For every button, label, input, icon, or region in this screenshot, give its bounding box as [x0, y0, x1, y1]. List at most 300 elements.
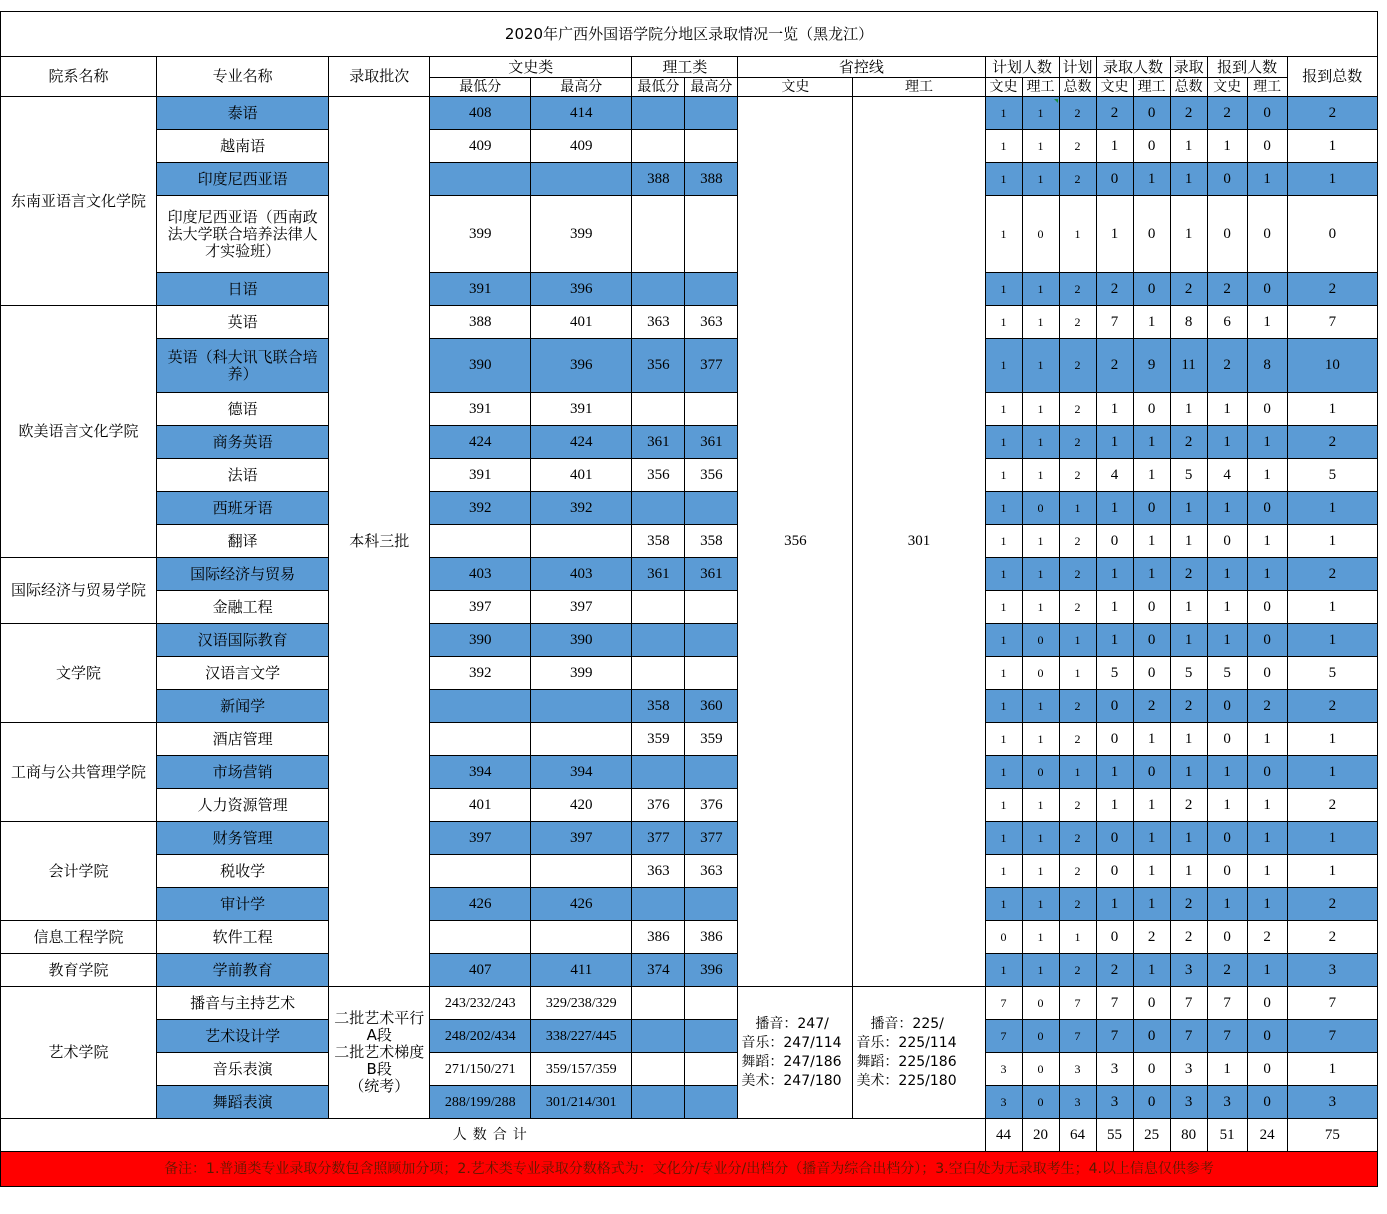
count-cell: 1: [1170, 822, 1207, 855]
count-cell: 1: [1247, 558, 1287, 591]
table-row: [1, 163, 1378, 196]
score-wmax-cell: 411: [531, 954, 632, 987]
count-cell: 2: [1170, 558, 1207, 591]
count-cell: 1: [985, 657, 1022, 690]
table-row: [1, 492, 1378, 525]
major-name-cell: 越南语: [157, 130, 329, 163]
count-cell: 1: [1287, 393, 1377, 426]
count-cell: 2: [1059, 789, 1096, 822]
count-cell: 7: [1207, 987, 1247, 1020]
count-cell: 3: [1170, 954, 1207, 987]
major-name-cell: 金融工程: [157, 591, 329, 624]
table-row: [1, 1086, 1378, 1119]
count-cell: 0: [1022, 657, 1059, 690]
count-cell: 2: [1059, 888, 1096, 921]
count-cell: 0: [1096, 855, 1133, 888]
count-cell: 1: [1022, 306, 1059, 339]
count-cell: 7: [1096, 987, 1133, 1020]
count-cell: 1: [1133, 558, 1170, 591]
major-name-cell: 日语: [157, 273, 329, 306]
score-wmin-cell: 248/202/434: [430, 1020, 531, 1053]
score-lmin-cell: 363: [632, 306, 685, 339]
major-name-cell: 德语: [157, 393, 329, 426]
count-cell: 0: [1096, 525, 1133, 558]
table-row: [1, 1020, 1378, 1053]
major-name-cell: 西班牙语: [157, 492, 329, 525]
count-cell: 1: [1022, 855, 1059, 888]
art-control-line: 美术：247/180: [741, 1072, 842, 1089]
count-cell: 2: [1059, 822, 1096, 855]
count-cell: 1: [1022, 888, 1059, 921]
count-cell: 1: [1096, 130, 1133, 163]
header-report-li: 理工: [1247, 78, 1287, 97]
score-wmin-cell: [430, 855, 531, 888]
score-lmax-cell: 361: [685, 426, 738, 459]
count-cell: 2: [1096, 97, 1133, 130]
score-lmax-cell: [685, 888, 738, 921]
total-cell: 20: [1022, 1119, 1059, 1152]
count-cell: 1: [1247, 954, 1287, 987]
table-row: [1, 426, 1378, 459]
college-name-cell: 国际经济与贸易学院: [1, 558, 157, 624]
score-lmin-cell: [632, 393, 685, 426]
count-cell: 1: [1096, 196, 1133, 273]
major-name-cell: 税收学: [157, 855, 329, 888]
score-wmin-cell: [430, 723, 531, 756]
score-wmin-cell: 401: [430, 789, 531, 822]
count-cell: 1: [1022, 163, 1059, 196]
admission-table: [0, 11, 1378, 1187]
count-cell: 0: [1207, 855, 1247, 888]
count-cell: 2: [1170, 690, 1207, 723]
count-cell: 7: [1287, 1020, 1377, 1053]
count-cell: 1: [1247, 459, 1287, 492]
count-cell: 1: [1247, 822, 1287, 855]
score-lmax-cell: [685, 196, 738, 273]
count-cell: 4: [1207, 459, 1247, 492]
score-wmax-cell: 397: [531, 822, 632, 855]
score-wmin-cell: 388: [430, 306, 531, 339]
count-cell: 1: [985, 273, 1022, 306]
count-cell: 1: [1287, 525, 1377, 558]
count-cell: 2: [1059, 591, 1096, 624]
count-cell: 0: [1247, 624, 1287, 657]
table-row: [1, 459, 1378, 492]
count-cell: 0: [1022, 492, 1059, 525]
art-batch-line: 二批艺术梯度: [334, 1043, 425, 1061]
total-cell: 55: [1096, 1119, 1133, 1152]
count-cell: 0: [1133, 97, 1170, 130]
count-cell: 3: [1207, 1086, 1247, 1119]
count-cell: 1: [985, 558, 1022, 591]
count-cell: 1: [1059, 492, 1096, 525]
score-lmin-cell: [632, 196, 685, 273]
count-cell: 1: [1287, 723, 1377, 756]
art-control-line: 舞蹈：247/186: [741, 1053, 842, 1070]
score-lmax-cell: [685, 624, 738, 657]
score-wmin-cell: 391: [430, 393, 531, 426]
college-name-cell: 工商与公共管理学院: [1, 723, 157, 822]
count-cell: 1: [985, 525, 1022, 558]
score-lmax-cell: [685, 393, 738, 426]
count-cell: 10: [1287, 339, 1377, 393]
table-row: [1, 624, 1378, 657]
count-cell: 1: [1022, 130, 1059, 163]
count-cell: 2: [1059, 393, 1096, 426]
major-name-cell: 审计学: [157, 888, 329, 921]
count-cell: 1: [985, 822, 1022, 855]
score-wmin-cell: [430, 921, 531, 954]
score-wmax-cell: 338/227/445: [531, 1020, 632, 1053]
count-cell: 1: [1170, 723, 1207, 756]
score-lmax-cell: 363: [685, 855, 738, 888]
count-cell: 1: [1170, 525, 1207, 558]
count-cell: 3: [1287, 1086, 1377, 1119]
count-cell: 1: [1287, 163, 1377, 196]
score-lmax-cell: [685, 987, 738, 1020]
score-lmin-cell: [632, 624, 685, 657]
count-cell: 1: [1287, 756, 1377, 789]
count-cell: 1: [1207, 492, 1247, 525]
count-cell: 2: [1170, 97, 1207, 130]
score-lmin-cell: 361: [632, 426, 685, 459]
art-batch-cell: [329, 987, 430, 1119]
count-cell: 1: [985, 459, 1022, 492]
score-wmax-cell: 396: [531, 339, 632, 393]
count-cell: 1: [1247, 163, 1287, 196]
score-lmax-cell: 361: [685, 558, 738, 591]
count-cell: 1: [985, 196, 1022, 273]
college-name-cell: 东南亚语言文化学院: [1, 97, 157, 306]
score-wmax-cell: 394: [531, 756, 632, 789]
count-cell: 1: [1096, 789, 1133, 822]
count-cell: 1: [1287, 855, 1377, 888]
count-cell: 3: [1170, 1053, 1207, 1086]
count-cell: 0: [1133, 756, 1170, 789]
count-cell: 1: [1133, 954, 1170, 987]
count-cell: 0: [1247, 1053, 1287, 1086]
score-wmin-cell: 392: [430, 657, 531, 690]
count-cell: 6: [1207, 306, 1247, 339]
count-cell: 1: [1170, 492, 1207, 525]
count-cell: 1: [1207, 393, 1247, 426]
score-lmin-cell: 361: [632, 558, 685, 591]
table-row: [1, 888, 1378, 921]
score-wmax-cell: 414: [531, 97, 632, 130]
count-cell: 1: [1022, 822, 1059, 855]
header-report-wen: 文史: [1207, 78, 1247, 97]
score-wmin-cell: 394: [430, 756, 531, 789]
header-control-line: 省控线: [738, 57, 985, 78]
college-name-cell: 欧美语言文化学院: [1, 306, 157, 558]
header-wenshi-min: 最低分: [430, 78, 531, 97]
score-wmax-cell: [531, 921, 632, 954]
total-cell: 64: [1059, 1119, 1096, 1152]
score-lmin-cell: [632, 273, 685, 306]
count-cell: 1: [1207, 756, 1247, 789]
score-wmax-cell: 390: [531, 624, 632, 657]
score-lmin-cell: 388: [632, 163, 685, 196]
count-cell: 2: [1059, 459, 1096, 492]
count-cell: 1: [1096, 558, 1133, 591]
table-row: [1, 558, 1378, 591]
count-cell: 2: [1059, 558, 1096, 591]
header-report: 报到人数: [1207, 57, 1287, 78]
score-wmin-cell: [430, 690, 531, 723]
table-row: [1, 393, 1378, 426]
header-control-wen: 文史: [738, 78, 853, 97]
count-cell: 1: [1022, 339, 1059, 393]
major-name-cell: 舞蹈表演: [157, 1086, 329, 1119]
score-wmin-cell: 424: [430, 426, 531, 459]
score-lmin-cell: [632, 657, 685, 690]
table-row: [1, 306, 1378, 339]
count-cell: 0: [1247, 1086, 1287, 1119]
college-name-cell: 文学院: [1, 624, 157, 723]
art-batch-line: A段: [366, 1026, 392, 1044]
count-cell: 1: [1133, 789, 1170, 822]
score-lmax-cell: 388: [685, 163, 738, 196]
score-wmax-cell: 391: [531, 393, 632, 426]
art-control-line: 美术：225/180: [856, 1072, 957, 1089]
score-wmax-cell: 359/157/359: [531, 1053, 632, 1086]
count-cell: 1: [1059, 921, 1096, 954]
score-wmin-cell: 399: [430, 196, 531, 273]
count-cell: 1: [985, 163, 1022, 196]
count-cell: 0: [1207, 196, 1247, 273]
count-cell: 1: [1247, 426, 1287, 459]
count-cell: 1: [1287, 492, 1377, 525]
count-cell: 3: [1287, 954, 1377, 987]
header-wenshi-max: 最高分: [531, 78, 632, 97]
table-row: [1, 273, 1378, 306]
totals-row: [1, 1119, 1378, 1152]
count-cell: 1: [1022, 459, 1059, 492]
count-cell: 7: [1207, 1020, 1247, 1053]
score-wmax-cell: [531, 855, 632, 888]
count-cell: 3: [985, 1086, 1022, 1119]
count-cell: 0: [1207, 723, 1247, 756]
score-wmin-cell: 408: [430, 97, 531, 130]
score-lmax-cell: 377: [685, 339, 738, 393]
count-cell: 0: [1022, 196, 1059, 273]
count-cell: 2: [1059, 525, 1096, 558]
count-cell: 1: [985, 339, 1022, 393]
count-cell: 7: [985, 1020, 1022, 1053]
count-cell: 1: [1133, 822, 1170, 855]
header-admit-li: 理工: [1133, 78, 1170, 97]
score-wmin-cell: 390: [430, 624, 531, 657]
table-row: [1, 196, 1378, 273]
score-wmin-cell: 397: [430, 822, 531, 855]
score-wmin-cell: 391: [430, 273, 531, 306]
score-lmax-cell: 396: [685, 954, 738, 987]
score-lmin-cell: [632, 1020, 685, 1053]
count-cell: 5: [1096, 657, 1133, 690]
score-lmax-cell: [685, 756, 738, 789]
count-cell: 1: [1170, 163, 1207, 196]
score-lmin-cell: 358: [632, 690, 685, 723]
table-row: [1, 339, 1378, 393]
count-cell: 5: [1170, 459, 1207, 492]
count-cell: 1: [1022, 426, 1059, 459]
art-batch-line: B段: [366, 1060, 392, 1078]
major-name-cell: 软件工程: [157, 921, 329, 954]
major-name-cell: 商务英语: [157, 426, 329, 459]
score-wmin-cell: 397: [430, 591, 531, 624]
batch-cell: 本科三批: [329, 97, 430, 987]
count-cell: 2: [1059, 690, 1096, 723]
count-cell: 1: [1247, 789, 1287, 822]
count-cell: 1: [985, 789, 1022, 822]
count-cell: 2: [1059, 723, 1096, 756]
college-name-cell: 艺术学院: [1, 987, 157, 1119]
score-wmin-cell: 288/199/288: [430, 1086, 531, 1119]
table-row: [1, 1053, 1378, 1086]
count-cell: 2: [1247, 921, 1287, 954]
count-cell: 3: [1059, 1053, 1096, 1086]
score-wmin-cell: 392: [430, 492, 531, 525]
art-control-wen-cell: [738, 987, 853, 1119]
score-lmax-cell: 359: [685, 723, 738, 756]
count-cell: 0: [1287, 196, 1377, 273]
count-cell: 0: [1133, 657, 1170, 690]
count-cell: 1: [985, 756, 1022, 789]
count-cell: 8: [1247, 339, 1287, 393]
score-lmin-cell: 374: [632, 954, 685, 987]
count-cell: 1: [1022, 789, 1059, 822]
count-cell: 2: [1287, 921, 1377, 954]
score-lmin-cell: [632, 492, 685, 525]
major-name-cell: 汉语言文学: [157, 657, 329, 690]
count-cell: 7: [1170, 987, 1207, 1020]
count-cell: 11: [1170, 339, 1207, 393]
count-cell: 1: [1022, 393, 1059, 426]
count-cell: 1: [1059, 657, 1096, 690]
count-cell: 3: [1059, 1086, 1096, 1119]
score-wmax-cell: 392: [531, 492, 632, 525]
count-cell: 7: [1287, 987, 1377, 1020]
count-cell: 9: [1133, 339, 1170, 393]
totals-label: 人数合计: [1, 1119, 986, 1152]
count-cell: 2: [1207, 339, 1247, 393]
major-name-cell: 人力资源管理: [157, 789, 329, 822]
count-cell: 2: [1059, 130, 1096, 163]
score-lmax-cell: [685, 492, 738, 525]
score-wmin-cell: 271/150/271: [430, 1053, 531, 1086]
count-cell: 0: [1096, 822, 1133, 855]
score-wmin-cell: 390: [430, 339, 531, 393]
count-cell: 2: [1170, 789, 1207, 822]
count-cell: 0: [1096, 723, 1133, 756]
count-cell: 1: [1247, 723, 1287, 756]
total-cell: 44: [985, 1119, 1022, 1152]
count-cell: 1: [1287, 822, 1377, 855]
count-cell: 0: [1096, 163, 1133, 196]
count-cell: 3: [1096, 1053, 1133, 1086]
score-wmin-cell: 403: [430, 558, 531, 591]
count-cell: 2: [1247, 690, 1287, 723]
count-cell: 0: [1207, 525, 1247, 558]
score-wmax-cell: [531, 163, 632, 196]
count-cell: 1: [1133, 163, 1170, 196]
count-cell: 0: [1133, 1020, 1170, 1053]
header-ligong-max: 最高分: [685, 78, 738, 97]
count-cell: 2: [1059, 273, 1096, 306]
header-plan-wen: 文史: [985, 78, 1022, 97]
count-cell: 1: [1096, 624, 1133, 657]
count-cell: 5: [1170, 657, 1207, 690]
table-title: 2020年广西外国语学院分地区录取情况一览（黑龙江）: [1, 12, 1378, 57]
major-name-cell: 国际经济与贸易: [157, 558, 329, 591]
total-cell: 75: [1287, 1119, 1377, 1152]
count-cell: 0: [1096, 690, 1133, 723]
score-wmax-cell: [531, 525, 632, 558]
count-cell: 7: [1287, 306, 1377, 339]
count-cell: 7: [1059, 1020, 1096, 1053]
count-cell: 1: [985, 591, 1022, 624]
count-cell: 1: [985, 492, 1022, 525]
count-cell: 1: [1022, 921, 1059, 954]
count-cell: 0: [1247, 97, 1287, 130]
count-cell: 0: [1247, 657, 1287, 690]
count-cell: 2: [1287, 690, 1377, 723]
count-cell: 2: [1287, 273, 1377, 306]
count-cell: 1: [1133, 855, 1170, 888]
table-row: [1, 954, 1378, 987]
major-name-cell: 新闻学: [157, 690, 329, 723]
note-row: [1, 1152, 1378, 1187]
score-lmax-cell: 377: [685, 822, 738, 855]
score-lmin-cell: [632, 130, 685, 163]
count-cell: 0: [1133, 1086, 1170, 1119]
count-cell: 0: [1133, 393, 1170, 426]
count-cell: 1: [1207, 558, 1247, 591]
table-row: [1, 822, 1378, 855]
count-cell: 2: [1287, 789, 1377, 822]
table-row: [1, 525, 1378, 558]
total-cell: 24: [1247, 1119, 1287, 1152]
count-cell: 1: [1247, 525, 1287, 558]
art-control-line: 播音：247/: [755, 1015, 829, 1032]
table-row: [1, 789, 1378, 822]
count-cell: 0: [1247, 756, 1287, 789]
count-cell: 7: [985, 987, 1022, 1020]
count-cell: 1: [1096, 888, 1133, 921]
count-cell: 2: [1096, 273, 1133, 306]
header-plan: 计划人数: [985, 57, 1059, 78]
count-cell: 1: [1022, 690, 1059, 723]
score-wmin-cell: [430, 163, 531, 196]
count-cell: 1: [1133, 426, 1170, 459]
count-cell: 1: [1096, 756, 1133, 789]
count-cell: 0: [1247, 492, 1287, 525]
major-name-cell: 印度尼西亚语: [157, 163, 329, 196]
count-cell: 0: [985, 921, 1022, 954]
table-row: [1, 591, 1378, 624]
count-cell: 2: [1207, 954, 1247, 987]
score-wmax-cell: 301/214/301: [531, 1086, 632, 1119]
score-wmax-cell: 424: [531, 426, 632, 459]
count-cell: 0: [1022, 1020, 1059, 1053]
score-wmax-cell: 399: [531, 196, 632, 273]
control-line-li-cell: 301: [853, 97, 985, 987]
count-cell: 0: [1022, 987, 1059, 1020]
count-cell: 7: [1170, 1020, 1207, 1053]
count-cell: 0: [1133, 492, 1170, 525]
table-row: [1, 97, 1378, 130]
count-cell: 1: [1207, 789, 1247, 822]
